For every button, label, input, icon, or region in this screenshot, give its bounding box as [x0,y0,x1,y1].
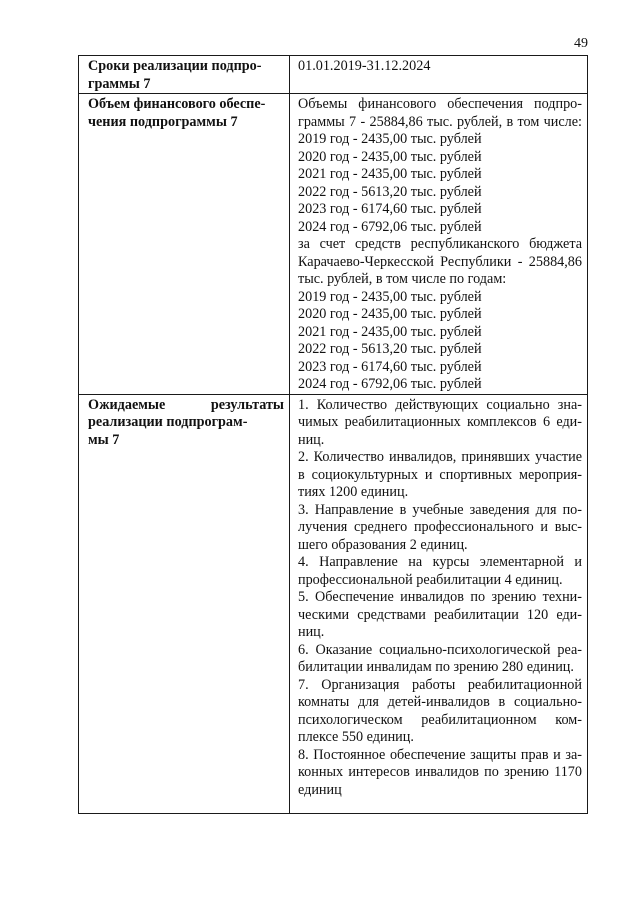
funding-value-cell [290,94,588,395]
funding-line: 2023 год - 6174,60 тыс. рублей [298,358,482,375]
results-label-line: Ожидаемые результаты [88,396,284,413]
funding-line: 2021 год - 2435,00 тыс. рублей [298,323,482,340]
result-line: 8. Постоянное обеспечение защиты прав и за- [298,746,582,763]
funding-label [79,94,290,395]
result-item-3 [298,502,582,555]
results-label [79,394,290,813]
result-line: ческими средствами реабилитации 120 еди- [298,606,582,623]
results-label-line: мы 7 [88,431,120,448]
result-item-7 [298,677,582,747]
funding-line: Объемы финансового обеспечения подпро- [298,96,582,112]
result-line: 1. Количество действующих социально зна- [298,396,582,413]
results-label-line: реализации подпрограм- [88,414,248,430]
funding-line: 2024 год - 6792,06 тыс. рублей [298,376,482,392]
result-item-4 [298,554,582,589]
result-line: чимых реабилитационных комплексов 6 еди- [298,414,582,430]
term-label [79,56,290,94]
subprogram-passport-table [78,55,588,814]
result-line: билитации инвалидам по зрению 280 единиц. [298,659,574,675]
funding-label-line: Объем финансового обеспе- [88,96,266,112]
result-item-6 [298,642,582,677]
result-line: плексе 550 единиц. [298,729,414,745]
result-line: конных интересов инвалидов по зрению 1170 [298,764,582,780]
funding-line: 2020 год - 2435,00 тыс. рублей [298,306,482,322]
table-row-results [79,394,588,813]
result-item-1 [298,397,582,450]
result-line: 2. Количество инвалидов, принявших участие [298,449,582,465]
result-line: в социокультурных и спортивных мероприя- [298,466,582,483]
result-line: 3. Направление в учебные заведения для по- [298,501,582,518]
result-line: тиях 1200 единиц. [298,484,409,500]
result-line: 4. Направление на курсы элементарной и [298,554,582,570]
funding-line: тыс. рублей, в том числе по годам: [298,271,507,287]
result-line: профессиональной реабилитации 4 единиц. [298,571,563,588]
term-value-cell [290,56,588,94]
funding-line: за счет средств республиканского бюджета [298,236,582,252]
funding-line: 2019 год - 2435,00 тыс. рублей [298,131,482,147]
funding-line: Карачаево-Черкесской Республики - 25884,86 [298,253,582,270]
term-label-line: граммы 7 [88,75,151,92]
funding-line: 2022 год - 5613,20 тыс. рублей [298,183,482,200]
result-line: единиц [298,781,342,798]
result-line: ниц. [298,431,325,448]
table-row-term [79,56,588,94]
term-value: 01.01.2019-31.12.2024 [298,58,431,74]
funding-line: 2021 год - 2435,00 тыс. рублей [298,166,482,182]
result-line: комнаты для детей-инвалидов в социально- [298,694,582,710]
table-row-funding [79,94,588,395]
result-line: 7. Организация работы реабилитационной [298,676,582,693]
term-label-line: Сроки реализации подпро- [88,58,262,74]
funding-label-line: чения подпрограммы 7 [88,113,238,130]
funding-line: 2022 год - 5613,20 тыс. рублей [298,341,482,357]
funding-line: 2024 год - 6792,06 тыс. рублей [298,218,482,235]
result-item-5 [298,589,582,642]
funding-line: 2019 год - 2435,00 тыс. рублей [298,288,482,305]
result-line: лучения среднего профессионального и выс- [298,519,582,535]
result-item-2 [298,449,582,502]
funding-line: 2020 год - 2435,00 тыс. рублей [298,148,482,165]
result-line: 5. Обеспечение инвалидов по зрению техни- [298,589,582,605]
result-item-8 [298,747,582,800]
results-value-cell [290,394,588,813]
result-line: психологическом реабилитационном ком- [298,711,582,728]
page-number: 49 [574,36,588,51]
funding-line: 2023 год - 6174,60 тыс. рублей [298,201,482,217]
result-line: шего образования 2 единиц. [298,536,468,553]
funding-line: граммы 7 - 25884,86 тыс. рублей, в том числе: [298,113,582,130]
result-line: 6. Оказание социально-психологической реа- [298,641,582,658]
result-line: ниц. [298,624,325,640]
